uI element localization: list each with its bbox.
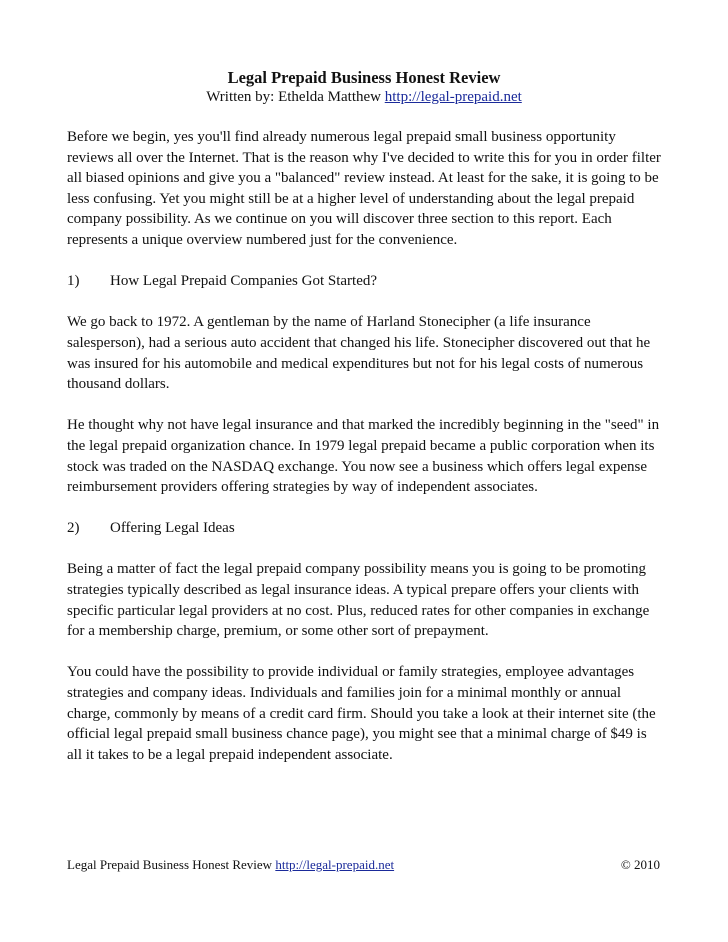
section1-paragraph-2: He thought why not have legal insurance and that marked the incredibly beginning in the "seed" in the legal prepaid organization chance. In 1979 legal prepaid became a public corporation when its stock was traded on the NASDAQ exchange. You now see a business which offers legal expense reimbursement providers offering strategies by way of independent associates. bbox=[67, 417, 660, 496]
byline-link[interactable]: http://legal-prepaid.net bbox=[384, 89, 522, 105]
section2-paragraph-2: You could have the possibility to provide individual or family strategies, employee advantages strategies and company ideas. Individuals and families join for a minimal monthly or annual charge, commonly by means of a credit card firm. Should you take a look at their internet site (the official legal prepaid small business chance page), you might see that a minimal charge of $49 is all it takes to be a legal prepaid independent associate. bbox=[67, 664, 656, 763]
footer-link[interactable]: http://legal-prepaid.net bbox=[275, 857, 395, 872]
document-title: Legal Prepaid Business Honest Review bbox=[227, 68, 501, 87]
section-heading-1 bbox=[67, 271, 663, 292]
document-header bbox=[0, 68, 728, 107]
footer-text: Legal Prepaid Business Honest Review bbox=[67, 857, 276, 872]
section-number-1: 1) bbox=[67, 273, 80, 290]
section-number-2: 2) bbox=[67, 520, 80, 537]
section-title-1: How Legal Prepaid Companies Got Started? bbox=[110, 273, 378, 290]
byline-text: Written by: Ethelda Matthew bbox=[206, 89, 385, 105]
intro-paragraph: Before we begin, yes you'll find already numerous legal prepaid small business opportunity reviews all over the Internet. That is the reason why I've decided to write this for you in order filter all biased opinions and give you a "balanced" review instead. At least for the sake, it is going to be less confusing. Yet you might still be at a higher level of understanding about the legal prepaid company possibility. As we continue on you will discover three section to this report. Each represents a unique overview numbered just for the convenience. bbox=[67, 129, 661, 248]
section2-paragraph-1: Being a matter of fact the legal prepaid company possibility means you is going to be promoting strategies typically described as legal insurance ideas. A typical prepare offers your clients with specific particular legal providers at no cost. Plus, reduced rates for other companies in exchange for a membership charge, premium, or some other sort of prepayment. bbox=[67, 561, 650, 640]
section1-paragraph-1: We go back to 1972. A gentleman by the name of Harland Stonecipher (a life insurance salesperson), had a serious auto accident that changed his life. Stonecipher discovered out that he was insured for his automobile and medical expenditures but not for his legal costs of numerous thousand dollars. bbox=[67, 314, 651, 393]
footer-copyright: © 2010 bbox=[620, 857, 660, 872]
section-title-2: Offering Legal Ideas bbox=[110, 520, 235, 537]
document-body bbox=[67, 127, 663, 786]
section-heading-2 bbox=[67, 518, 663, 539]
author-byline bbox=[0, 88, 728, 107]
page-footer bbox=[67, 856, 660, 873]
